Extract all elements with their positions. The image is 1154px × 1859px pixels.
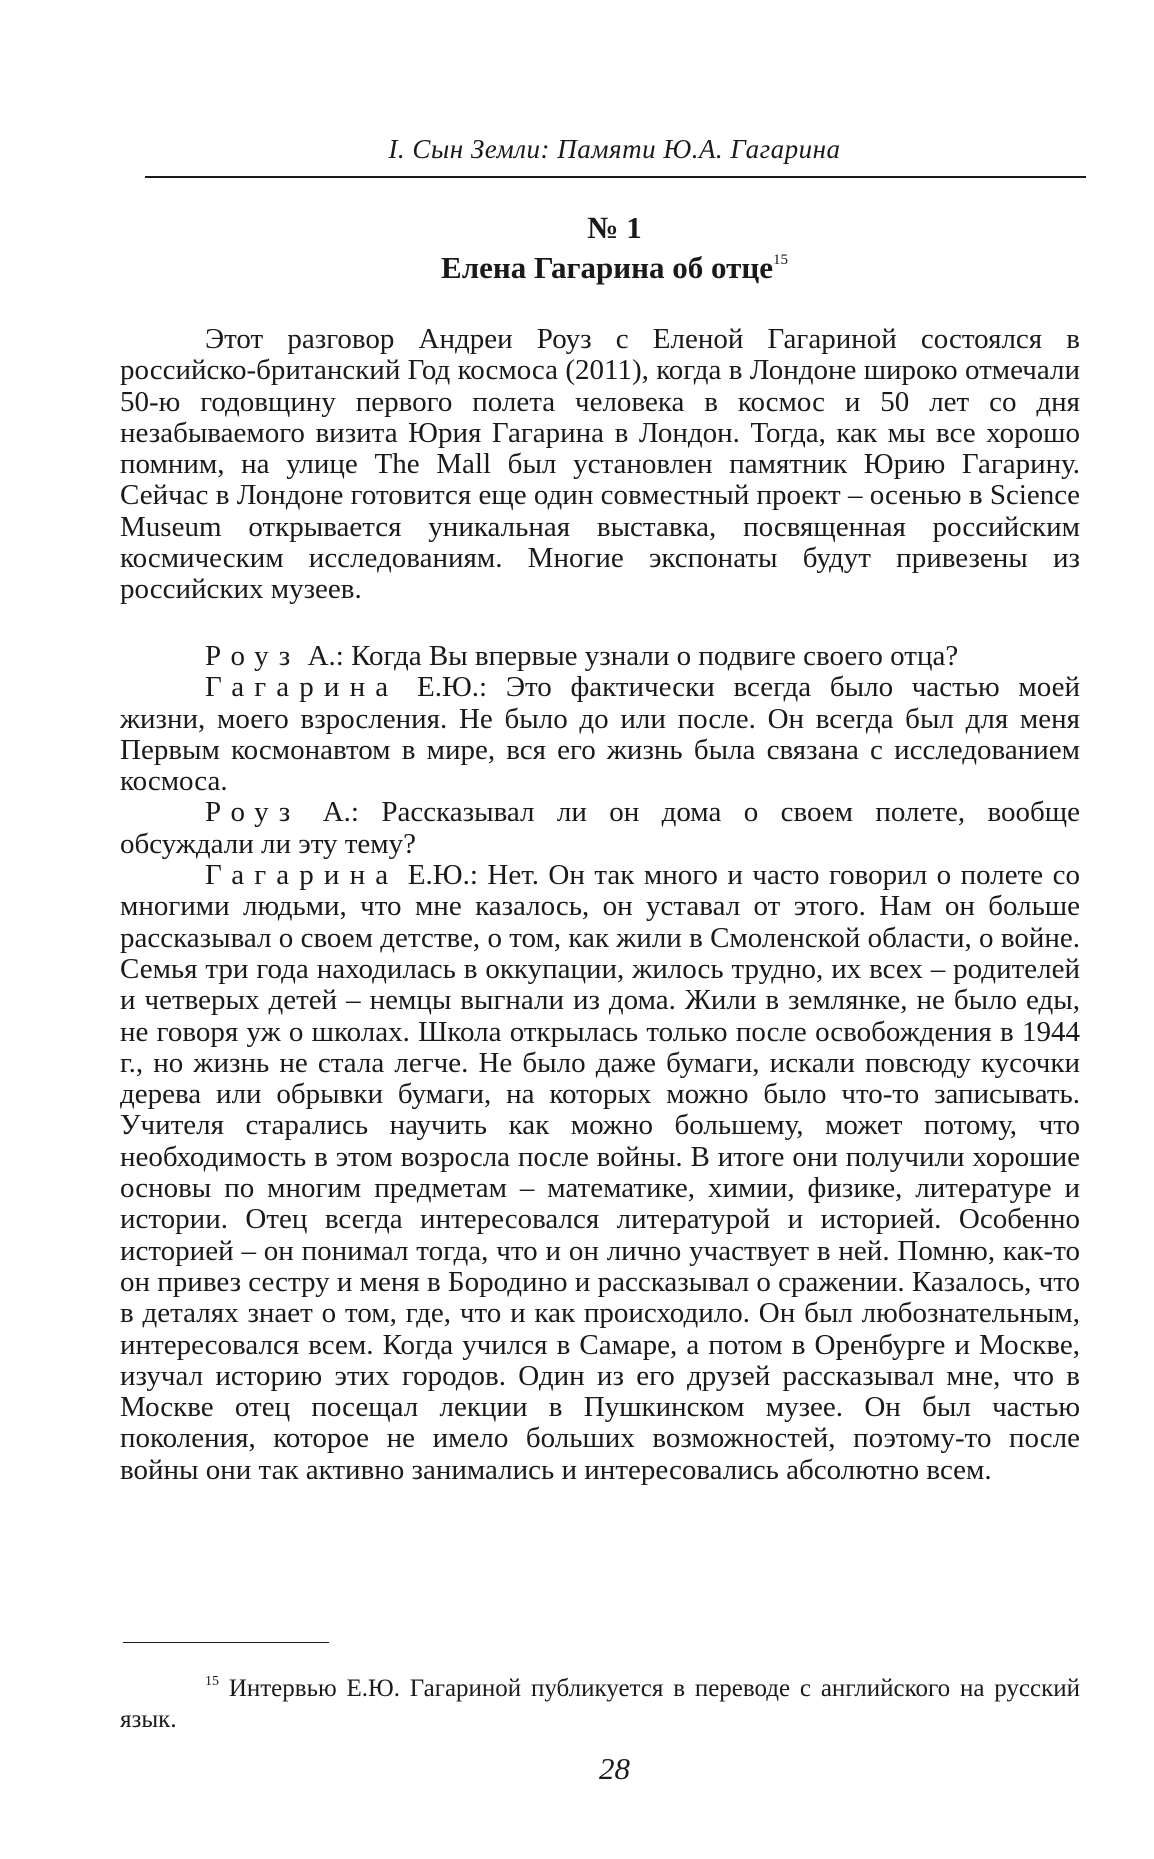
dialogue-block <box>120 641 1080 1486</box>
speaker-initials: Е.Ю.: <box>417 671 488 704</box>
speaker-initials: А.: <box>322 796 359 829</box>
page-number: 28 <box>599 1751 630 1786</box>
speaker-name: Гагарина <box>205 671 399 704</box>
document-number: № 1 <box>587 210 642 245</box>
intro-block <box>120 324 1080 606</box>
dialogue-text: Когда Вы впервые узнали о подвиге своего отца? <box>351 640 959 672</box>
footnote-ref: 15 <box>772 252 788 268</box>
dialogue-text: Рассказывал ли он дома о своем полете, вообще обсуждали ли эту тему? <box>120 796 1080 860</box>
document-title-text: Елена Гагарина об отце <box>441 250 773 285</box>
dialogue-text: Нет. Он так много и часто говорил о полете со многими людьми, что мне казалось, он уставал от этого. Нам он больше рассказывал о своем детстве, о том, как жили в Смоленской области, о войне. Семья три года находилась в оккупации, жилось трудно, их всех – родителей и четверых детей – немцы выгнали из дома. Жили в землянке, не было еды, не говоря уж о школах. Школа открылась только после освобождения в 1944 г., но жизнь не стала легче. Не было даже бумаги, искали повсюду кусочки дерева или обрывки бумаги, на которых можно было что-то записывать. Учителя старались научить как можно большему, может потому, что необходимость в этом возросла после войны. В итоге они получили хорошие основы по многим предметам – математике, химии, физике, литературе и истории. Отец всегда интересовался литературой и историей. Особенно историей – он понимал тогда, что и он лично участвует в ней. Помню, как-то он привез сестру и меня в Бородино и рассказывал о сражении. Казалось, что в деталях знает о том, где, что и как происходило. Он был любознательным, интересовался всем. Когда учился в Самаре, а потом в Оренбурге и Москве, изучал историю этих городов. Один из его друзей рассказывал мне, что в Москве отец посещал лекции в Пушкинском музее. Он был частью поколения, которое не имело больших возможностей, поэтому-то после войны они так активно занимались и интересовались абсолютно всем. <box>120 859 1081 1486</box>
dialogue-text: Это фактически всегда было частью моей жизни, моего взросления. Не было до или после. Он всегда был для меня Первым космонавтом в мире, вся его жизнь была связана с исследованием космоса. <box>120 671 1081 798</box>
dialogue-paragraph <box>120 797 1080 860</box>
running-head: I. Сын Земли: Памяти Ю.А. Гагарина <box>388 134 841 164</box>
document-title <box>147 250 1082 286</box>
footnote-rule <box>123 1642 329 1643</box>
speaker-initials: А.: <box>307 640 344 672</box>
footnote-number: 15 <box>205 1674 219 1689</box>
speaker-initials: Е.Ю.: <box>407 859 478 892</box>
dialogue-paragraph <box>120 641 1080 672</box>
footnote-paragraph <box>120 1666 1080 1735</box>
speaker-name: Гагарина <box>205 859 399 892</box>
footnote-text: Интервью Е.Ю. Гагариной публикуется в переводе с английского на русский язык. <box>120 1675 1081 1733</box>
speaker-name: Роуз <box>205 640 301 672</box>
header-rule <box>145 176 1086 178</box>
dialogue-paragraph <box>120 860 1080 1486</box>
dialogue-paragraph <box>120 672 1080 797</box>
intro-paragraph: Этот разговор Андреи Роуз с Еленой Гагариной состоялся в российско-британский Год космоса (2011), когда в Лондоне широко отмечали 50-ю годовщину первого полета человека в космос и 50 лет со дня незабываемого визита Юрия Гагарина в Лондон. Тогда, как мы все хорошо помним, на улице The Mall был установлен памятник Юрию Гагарину. Сейчас в Лондоне готовится еще один совместный проект – осенью в Science Museum открывается уникальная выставка, посвященная российским космическим исследованиям. Многие экспонаты будут привезены из российских музеев. <box>120 323 1080 606</box>
footnote <box>120 1666 1080 1735</box>
speaker-name: Роуз <box>205 796 301 829</box>
